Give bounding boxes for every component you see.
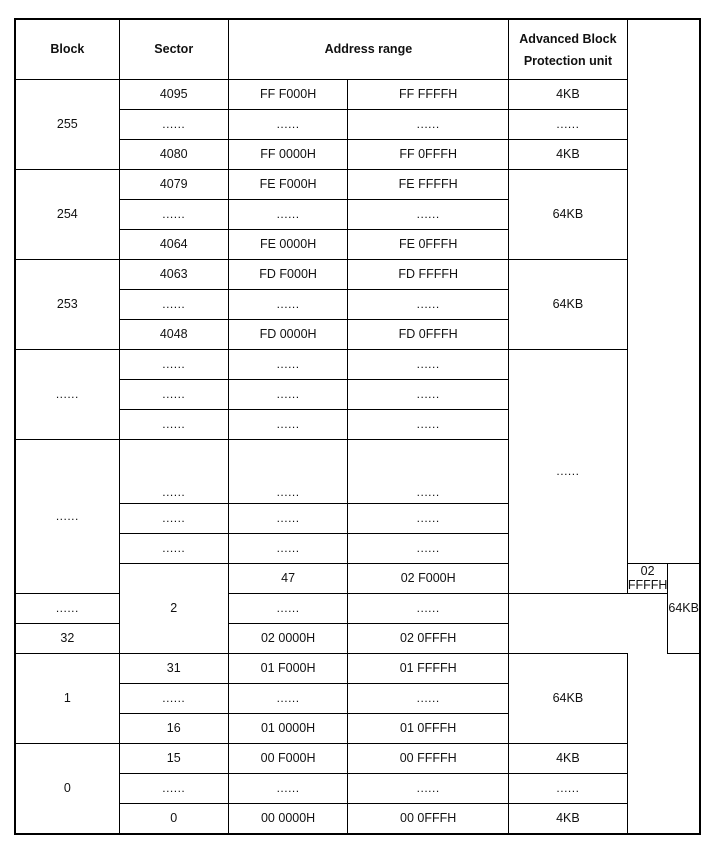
table-row <box>15 594 700 624</box>
address-start-cell: FD 0000H <box>228 320 348 350</box>
address-start-cell: FE 0000H <box>228 230 348 260</box>
protection-unit-cell: 64KB <box>508 170 627 260</box>
protection-unit-cell: ...... <box>508 110 627 140</box>
address-end-cell: 00 FFFFH <box>348 744 509 774</box>
sector-cell: ...... <box>119 410 228 440</box>
address-start-cell: FF 0000H <box>228 140 348 170</box>
sector-cell: ...... <box>119 534 228 564</box>
address-end-cell: FF 0FFFH <box>348 140 509 170</box>
address-start-cell: ...... <box>228 350 348 380</box>
sector-cell: 4079 <box>119 170 228 200</box>
block-cell: ...... <box>15 440 119 594</box>
table-row <box>15 624 700 654</box>
address-start-cell: ...... <box>228 410 348 440</box>
sector-cell: 4064 <box>119 230 228 260</box>
table-row <box>15 170 700 200</box>
address-end-cell: ...... <box>348 110 509 140</box>
address-end-cell: ...... <box>348 410 509 440</box>
address-end-cell: 01 FFFFH <box>348 654 509 684</box>
sector-cell: ...... <box>119 774 228 804</box>
address-start-cell: ...... <box>228 684 348 714</box>
address-start-cell: 00 0000H <box>228 804 348 835</box>
address-end-cell: ...... <box>348 684 509 714</box>
sector-cell: ...... <box>119 350 228 380</box>
address-start-cell: ...... <box>228 200 348 230</box>
table-row <box>15 350 700 380</box>
address-start-cell: ...... <box>228 504 348 534</box>
address-start-cell: ...... <box>228 440 348 504</box>
address-end-cell: ...... <box>348 440 509 504</box>
block-cell: 1 <box>15 654 119 744</box>
protection-unit-cell: 64KB <box>668 564 700 654</box>
header-sector: Sector <box>119 19 228 80</box>
block-sector-address-table <box>14 18 701 835</box>
address-start-cell: FF F000H <box>228 80 348 110</box>
sector-cell: ...... <box>15 594 119 624</box>
protection-unit-cell: 4KB <box>508 140 627 170</box>
header-abp-unit: Advanced Block Protection unit <box>508 19 627 80</box>
sector-cell: 0 <box>119 804 228 835</box>
address-end-cell: FD FFFFH <box>348 260 509 290</box>
sector-cell: ...... <box>119 110 228 140</box>
address-end-cell: FE FFFFH <box>348 170 509 200</box>
sector-cell: 4063 <box>119 260 228 290</box>
address-end-cell: FE 0FFFH <box>348 230 509 260</box>
block-cell: 254 <box>15 170 119 260</box>
address-end-cell: FD 0FFFH <box>348 320 509 350</box>
protection-unit-cell: 4KB <box>508 804 627 835</box>
protection-unit-cell: 64KB <box>508 654 627 744</box>
address-start-cell: ...... <box>228 290 348 320</box>
address-end-cell: ...... <box>348 290 509 320</box>
address-end-cell: ...... <box>348 774 509 804</box>
address-end-cell: ...... <box>348 380 509 410</box>
protection-unit-cell: 4KB <box>508 744 627 774</box>
block-cell: 255 <box>15 80 119 170</box>
address-end-cell: 02 FFFFH <box>627 563 668 592</box>
address-end-cell: ...... <box>348 504 509 534</box>
protection-unit-cell: 64KB <box>508 260 627 350</box>
address-start-cell: ...... <box>228 594 348 624</box>
address-start-cell: 01 F000H <box>228 654 348 684</box>
address-start-cell: 01 0000H <box>228 714 348 744</box>
address-start-cell: 02 0000H <box>228 624 348 654</box>
address-start-cell: ...... <box>228 380 348 410</box>
table-row <box>15 654 700 684</box>
address-start-cell: FD F000H <box>228 260 348 290</box>
protection-unit-cell: ...... <box>508 774 627 804</box>
address-start-cell: 00 F000H <box>228 744 348 774</box>
table-row <box>15 80 700 110</box>
block-cell: ...... <box>15 350 119 440</box>
address-end-cell: ...... <box>348 200 509 230</box>
address-end-cell: ...... <box>348 350 509 380</box>
table-row <box>15 260 700 290</box>
address-end-cell: 02 0FFFH <box>348 624 509 654</box>
protection-unit-cell: ...... <box>508 350 627 594</box>
table-row <box>15 744 700 774</box>
sector-cell: ...... <box>119 504 228 534</box>
sector-cell: 31 <box>119 654 228 684</box>
sector-cell: 4048 <box>119 320 228 350</box>
sector-cell: 4080 <box>119 140 228 170</box>
address-end-cell: ...... <box>348 534 509 564</box>
sector-cell: ...... <box>119 380 228 410</box>
table-body <box>15 80 700 835</box>
sector-cell: 15 <box>119 744 228 774</box>
header-address-range: Address range <box>228 19 508 80</box>
sector-cell: ...... <box>119 200 228 230</box>
address-end-cell: ...... <box>348 594 509 624</box>
sector-cell: ...... <box>119 684 228 714</box>
sector-cell: 32 <box>15 624 119 654</box>
sector-cell: 16 <box>119 714 228 744</box>
sector-cell: 47 <box>228 564 348 594</box>
block-cell: 0 <box>15 744 119 835</box>
sector-cell: ...... <box>119 290 228 320</box>
header-block: Block <box>15 19 119 80</box>
address-start-cell: 02 F000H <box>348 564 509 594</box>
sector-cell: ...... <box>119 440 228 504</box>
sector-cell: 4095 <box>119 80 228 110</box>
block-cell: 253 <box>15 260 119 350</box>
address-start-cell: ...... <box>228 534 348 564</box>
address-start-cell: ...... <box>228 110 348 140</box>
address-end-cell: FF FFFFH <box>348 80 509 110</box>
header-row <box>15 19 700 80</box>
address-end-cell: 00 0FFFH <box>348 804 509 835</box>
address-start-cell: FE F000H <box>228 170 348 200</box>
block-cell: 2 <box>119 564 228 654</box>
address-end-cell: 01 0FFFH <box>348 714 509 744</box>
protection-unit-cell: 4KB <box>508 80 627 110</box>
address-start-cell: ...... <box>228 774 348 804</box>
